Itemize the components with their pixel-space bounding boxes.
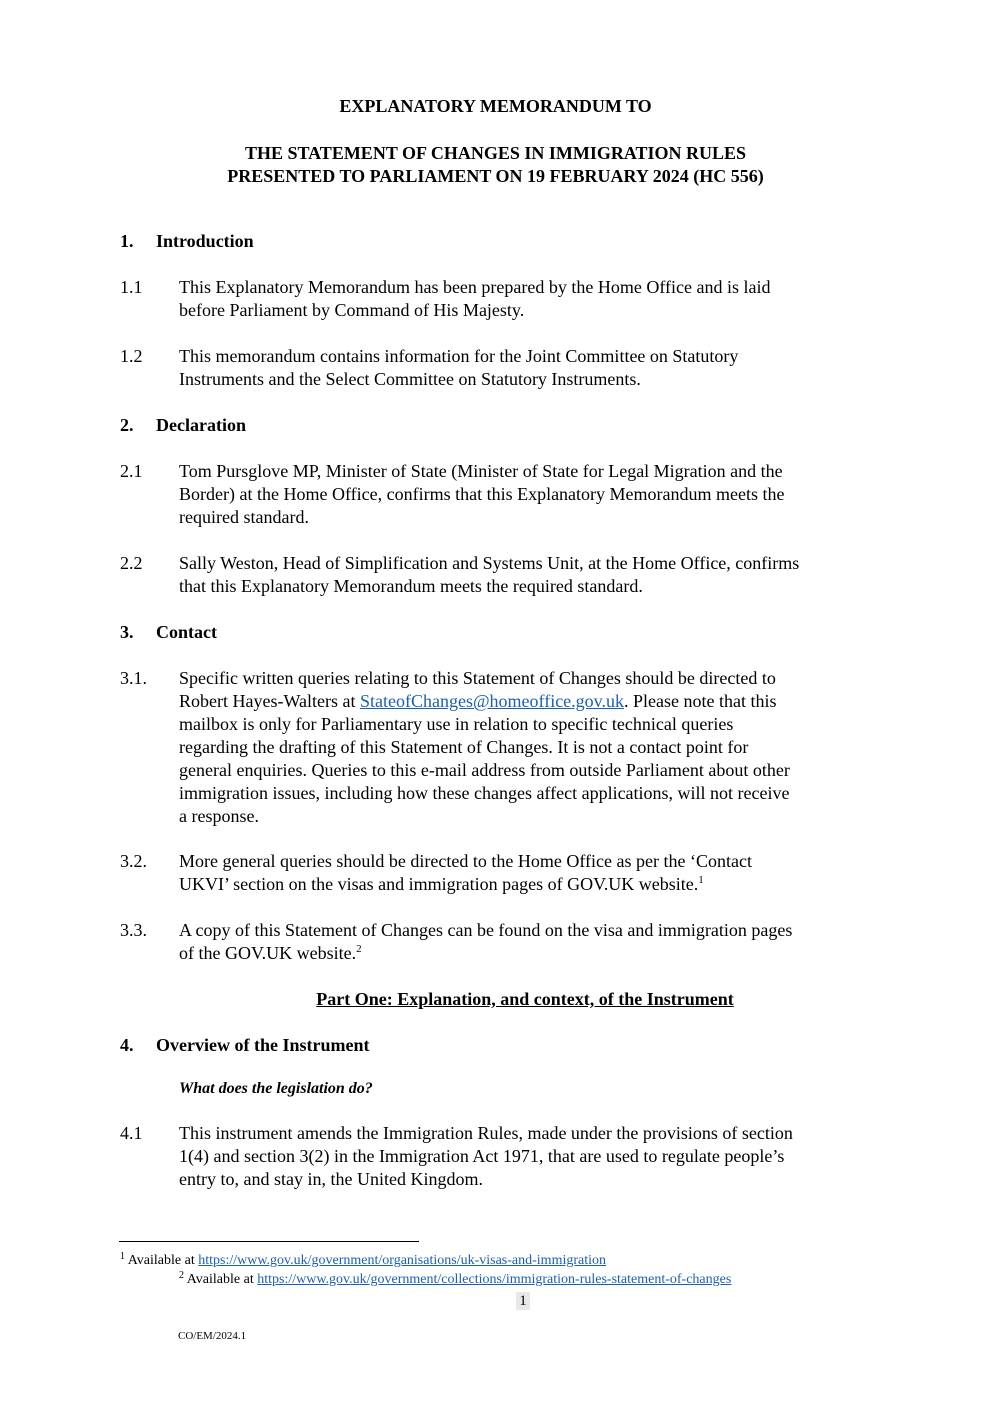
subheading-what-does-legislation-do: What does the legislation do? [179,1080,373,1097]
doc-title-line2: THE STATEMENT OF CHANGES IN IMMIGRATION RULES [244,143,747,163]
footnote-number: 2 [179,1270,184,1281]
paragraph-line: Specific written queries relating to this Statement of Changes should be directed to [179,668,776,688]
paragraph-line: Tom Pursglove MP, Minister of State (Minister of State for Legal Migration and the [179,461,783,481]
paragraph-line: required standard. [179,507,309,527]
footnote-number: 1 [120,1251,125,1262]
contact-note-text: . Please note that this [624,691,777,711]
section-number: 2. [120,415,134,435]
section-title: Introduction [156,231,254,251]
section-number: 3. [120,622,134,642]
contact-name-text: Robert Hayes-Walters at [179,691,360,711]
section-title: Declaration [156,415,246,435]
paragraph-line: This instrument amends the Immigration Rules, made under the provisions of section [179,1123,793,1143]
footnote-prefix: Available at [186,1272,258,1287]
page-number: 1 [516,1292,530,1310]
footnote-divider [119,1241,419,1242]
paragraph-line: general enquiries. Queries to this e-mail address from outside Parliament about other [179,760,790,780]
paragraph-line: This Explanatory Memorandum has been prepared by the Home Office and is laid [179,277,771,297]
paragraph-line [179,942,792,965]
paragraph-line: before Parliament by Command of His Majesty. [179,300,525,320]
footnote-1 [120,1252,606,1270]
section-number: 1. [120,231,134,251]
section-title: Contact [156,622,217,642]
paragraph-line: More general queries should be directed to the Home Office as per the ‘Contact [179,851,752,871]
paragraph-line: regarding the drafting of this Statement of Changes. It is not a contact point for [179,737,749,757]
paragraph-line: Instruments and the Select Committee on Statutory Instruments. [179,369,641,389]
footnote-2 [179,1271,731,1289]
paragraph-number: 3.2. [120,851,147,871]
section-number: 4. [120,1035,134,1055]
footnote-marker[interactable]: 1 [698,874,704,886]
paragraph-line: that this Explanatory Memorandum meets the required standard. [179,576,643,596]
paragraph-number: 1.2 [120,346,143,366]
paragraph-line: 1(4) and section 3(2) in the Immigration Act 1971, that are used to regulate people’s [179,1146,785,1166]
paragraph-line: entry to, and stay in, the United Kingdom. [179,1169,483,1189]
doc-title-line1: EXPLANATORY MEMORANDUM TO [339,96,652,116]
paragraph-number: 3.1. [120,668,147,688]
section-title: Overview of the Instrument [156,1035,370,1055]
footnote-marker[interactable]: 2 [356,943,362,955]
paragraph-line: Sally Weston, Head of Simplification and Systems Unit, at the Home Office, confirms [179,553,800,573]
part-one-heading: Part One: Explanation, and context, of the Instrument [316,989,734,1009]
email-link[interactable]: StateofChanges@homeoffice.gov.uk [359,691,624,711]
paragraph-line: A copy of this Statement of Changes can be found on the visa and immigration pages [179,920,793,940]
paragraph-line: immigration issues, including how these changes affect applications, will not receive [179,783,790,803]
paragraph-number: 2.1 [120,461,143,481]
footnote-link[interactable]: https://www.gov.uk/government/collections/immigration-rules-statement-of-changes [257,1272,732,1287]
paragraph-line [179,873,752,896]
paragraph-line: Border) at the Home Office, confirms that this Explanatory Memorandum meets the [179,484,785,504]
paragraph-number: 4.1 [120,1123,143,1143]
paragraph-line: a response. [179,806,259,826]
paragraph-line: This memorandum contains information for the Joint Committee on Statutory [179,346,739,366]
footnote-prefix: Available at [127,1253,199,1268]
paragraph-number: 2.2 [120,553,143,573]
paragraph-line: mailbox is only for Parliamentary use in relation to specific technical queries [179,714,734,734]
paragraph-number: 1.1 [120,277,143,297]
footnote-link[interactable]: https://www.gov.uk/government/organisations/uk-visas-and-immigration [198,1253,606,1268]
doc-title-line3: PRESENTED TO PARLIAMENT ON 19 FEBRUARY 2024 (HC 556) [227,166,764,186]
paragraph-line [179,690,790,713]
paragraph-text: UKVI’ section on the visas and immigration pages of GOV.UK website. [179,874,699,894]
paragraph-number: 3.3. [120,920,147,940]
document-reference: CO/EM/2024.1 [178,1330,247,1342]
paragraph-text: of the GOV.UK website. [179,943,357,963]
